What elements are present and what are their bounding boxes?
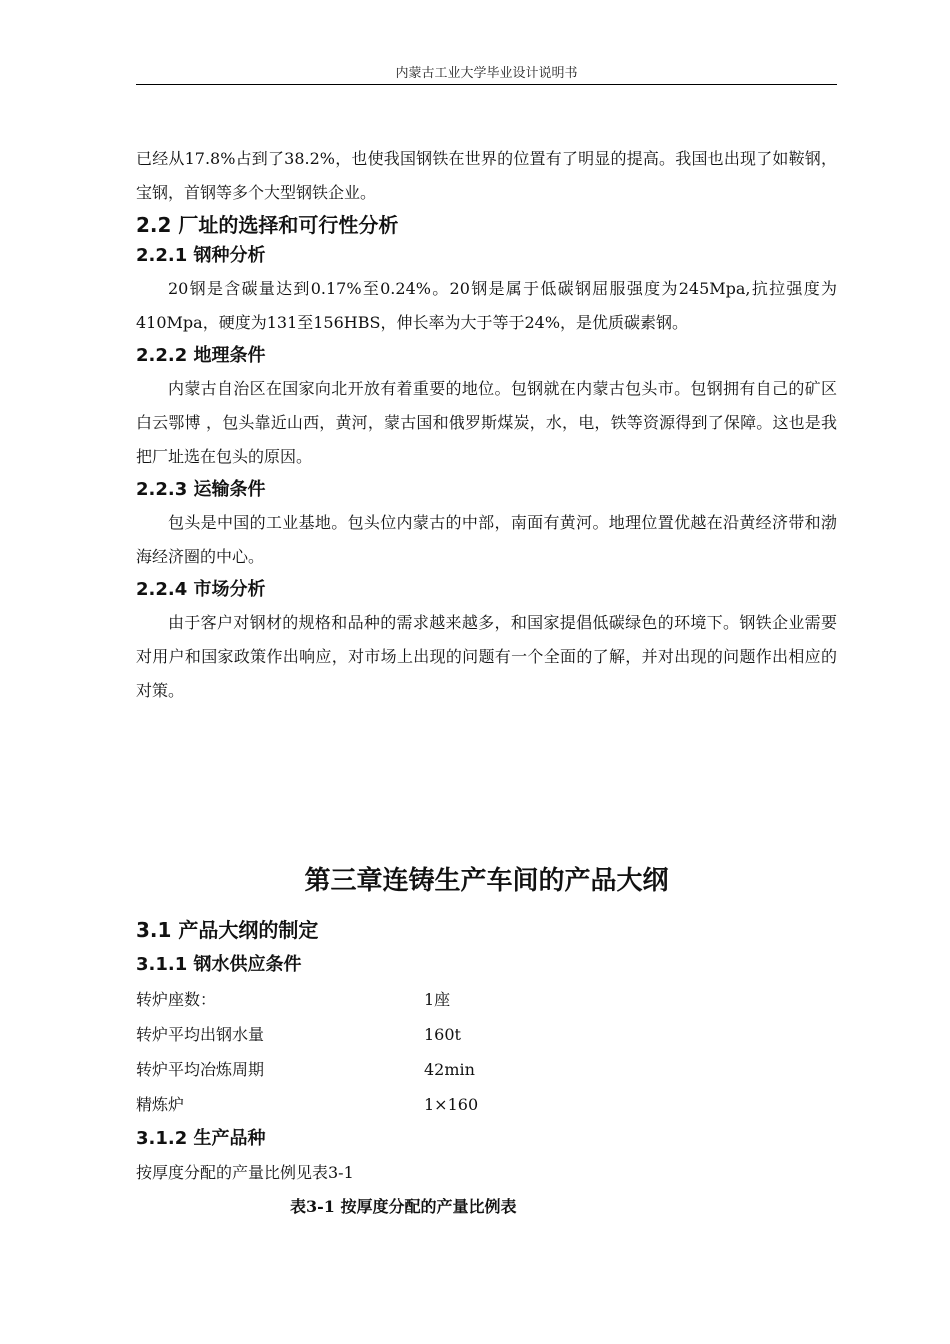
supply-label: 转炉平均冶炼周期 <box>136 1060 265 1079</box>
section-3-1-1-title: 3.1.1 钢水供应条件 <box>136 954 302 975</box>
table-caption: 表3-1 按厚度分配的产量比例表 <box>290 1197 517 1216</box>
chapter-3-title: 第三章连铸生产车间的产品大纲 <box>304 866 669 896</box>
section-3-1-2-title: 3.1.2 生产品种 <box>136 1128 266 1149</box>
section-2-2-3-text: 包头是中国的工业基地。包头位内蒙古的中部，南面有黄河。地理位置优越在沿黄经济带和渤海经济圈的中心。 <box>136 513 837 566</box>
page-header: 内蒙古工业大学毕业设计说明书 <box>136 62 837 85</box>
supply-value: 1座 <box>424 990 451 1009</box>
supply-value: 160t <box>424 1025 461 1044</box>
section-2-2-4-title: 2.2.4 市场分析 <box>136 579 266 600</box>
section-2-2-4-text: 由于客户对钢材的规格和品种的需求越来越多，和国家提倡低碳绿色的环境下。钢铁企业需要对用户和国家政策作出响应，对市场上出现的问题有一个全面的了解，并对出现的问题作出相应的对策。 <box>136 613 837 700</box>
intro-paragraph: 已经从17.8%占到了38.2%，也使我国钢铁在世界的位置有了明显的提高。我国也出现了如鞍钢，宝钢，首钢等多个大型钢铁企业。 <box>136 149 837 202</box>
section-2-2-3-title: 2.2.3 运输条件 <box>136 479 266 500</box>
supply-value: 42min <box>424 1060 475 1079</box>
page-content <box>136 142 837 1216</box>
supply-row <box>136 1087 837 1122</box>
section-2-2-title: 2.2 厂址的选择和可行性分析 <box>136 213 399 237</box>
supply-label: 转炉座数： <box>136 990 217 1009</box>
section-2-2-1-text: 20钢是含碳量达到0.17%至0.24%。20钢是属于低碳钢屈服强度为245Mpa,抗拉强度为410Mpa，硬度为131至156HBS，伸长率为大于等于24%，是优质碳素钢。 <box>136 279 837 332</box>
section-3-1-2-text: 按厚度分配的产量比例见表3-1 <box>136 1163 354 1182</box>
supply-row <box>136 1052 837 1087</box>
section-2-2-1-title: 2.2.1 钢种分析 <box>136 245 266 266</box>
section-2-2-2-title: 2.2.2 地理条件 <box>136 345 266 366</box>
chapter-3-body <box>136 912 837 1224</box>
supply-label: 转炉平均出钢水量 <box>136 1025 265 1044</box>
supply-row <box>136 1017 837 1052</box>
supply-row <box>136 982 837 1017</box>
section-3-1-title: 3.1 产品大纲的制定 <box>136 918 319 942</box>
supply-label: 精炼炉 <box>136 1095 185 1114</box>
section-2-2-2-text: 内蒙古自治区在国家向北开放有着重要的地位。包钢就在内蒙古包头市。包钢拥有自己的矿区白云鄂博 ，包头靠近山西，黄河，蒙古国和俄罗斯煤炭，水，电，铁等资源得到了保障。这也是我把厂址选在包头的原因。 <box>136 379 837 466</box>
supply-value: 1×160 <box>424 1095 479 1114</box>
